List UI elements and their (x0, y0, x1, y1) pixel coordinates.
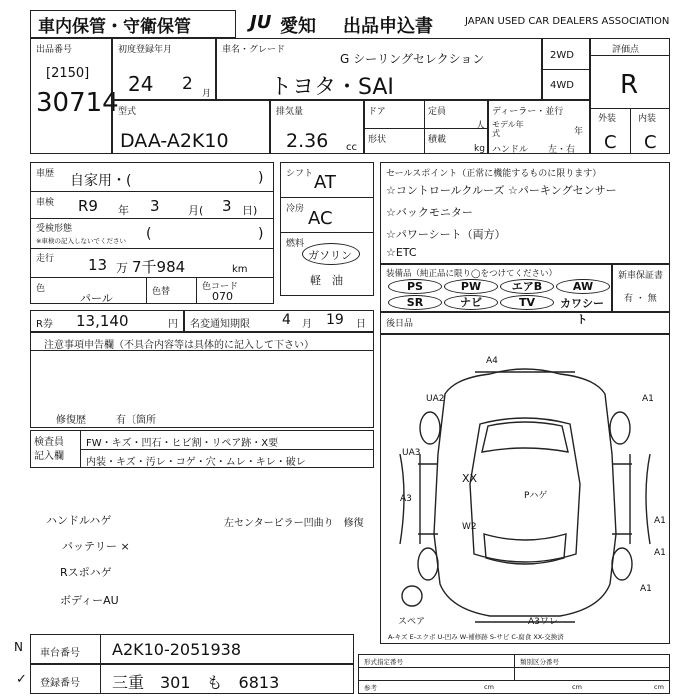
new-cert-options: 有 ・ 無 (624, 294, 657, 304)
interior-label: 内装 (638, 114, 657, 124)
cooler-label: 冷房 (286, 204, 305, 214)
divider (30, 277, 274, 278)
load-label: 積載 (428, 135, 447, 145)
repair-label: 修復歴 (56, 415, 86, 426)
inspection-month: 3 (150, 197, 160, 215)
divider (514, 654, 515, 680)
exterior-label: 外装 (598, 114, 617, 124)
divider (30, 218, 274, 219)
org-name: 愛知 (280, 16, 316, 37)
tax-day-unit: 日 (356, 319, 366, 330)
grade: G シーリングセレクション (340, 52, 485, 66)
divider (100, 664, 101, 694)
received-label: 受検形態 (36, 224, 73, 234)
later-label: 後日品 (386, 319, 414, 329)
door-label: ドア (368, 107, 386, 117)
interior-grade: C (644, 132, 657, 153)
divider (542, 69, 590, 70)
rating-value: R (620, 70, 639, 100)
mark-a3-bottom: A3ワレ (528, 617, 558, 627)
mark-phage: Pハゲ (524, 491, 548, 501)
inspection-label: 車検 (36, 198, 55, 208)
reg-month-unit: 月 (202, 89, 212, 99)
model-year-label: モデル年式 (492, 120, 524, 138)
model-value: DAA-A2K10 (120, 130, 229, 152)
divider (30, 191, 274, 192)
km-unit: km (232, 264, 248, 275)
page-title: 出品申込書 (343, 16, 433, 37)
mark-a4: A4 (486, 356, 498, 366)
later-box (380, 312, 670, 334)
mileage-man: 13 (88, 256, 108, 274)
sales-point-4: ☆ETC (386, 246, 417, 259)
divider (196, 277, 197, 304)
cooler-value: AC (308, 208, 333, 229)
divider (630, 108, 631, 154)
class-no-label: 類別区分番号 (520, 658, 559, 666)
equipment-label: 装備品（純正品に限り◯をつけてください） (386, 269, 558, 279)
sales-points-label: セールスポイント（正常に機能するものに限ります） (386, 169, 602, 179)
note-pillar: 左センターピラー凹曲り 修復 (224, 518, 364, 529)
divider (358, 680, 670, 681)
plate-label: 登録番号 (40, 678, 80, 689)
fuel-label: 燃料 (286, 239, 305, 249)
mileage-rest: 7千984 (132, 258, 186, 276)
divider (424, 100, 425, 154)
plate-value: 三重 301 も 6813 (112, 673, 280, 692)
mark-xx: XX (462, 472, 478, 485)
damage-legend: A-キズ E-エクボ U-凹み W-補修跡 S-サビ C-腐食 XX-交換済 (388, 633, 564, 641)
equipment-item: PW (444, 279, 498, 294)
yen-unit: 円 (168, 319, 178, 330)
divider (80, 449, 374, 450)
mark-a1-top: A1 (642, 394, 654, 404)
spare-label: スペア (398, 617, 426, 627)
car-name: トヨタ・SAI (270, 75, 394, 100)
capacity-label: 定員 (428, 107, 447, 117)
cm-unit-3: cm (654, 683, 664, 691)
note-battery: バッテリー × (62, 540, 130, 553)
tax-month-unit: 月 (302, 319, 312, 330)
mark-a1-right-low: A1 (654, 548, 666, 558)
divider (30, 350, 374, 351)
tax-month: 4 (282, 312, 291, 328)
storage-label: 車内保管・守衛保管 (38, 17, 191, 37)
divider (364, 128, 488, 129)
drive-4wd: 4WD (550, 80, 574, 91)
check-mark-2: ✓ (16, 672, 27, 687)
association-name: JAPAN USED CAR DEALERS ASSOCIATION (465, 16, 670, 27)
check-mark-1: N (14, 640, 23, 654)
exterior-grade: C (604, 132, 617, 153)
color-value: パール (80, 292, 113, 305)
cm-unit-2: cm (572, 683, 582, 691)
form-sales-label: 形式指定番号 (364, 658, 403, 666)
drive-2wd: 2WD (550, 50, 574, 61)
equipment-item: AW (556, 279, 610, 294)
received-close: ) (258, 226, 264, 242)
chassis-label: 車台番号 (40, 648, 80, 659)
chassis-value: A2K10-2051938 (112, 640, 242, 659)
inspection-era: R9 (78, 197, 98, 215)
received-value: ( (146, 226, 152, 242)
equipment-item: SR (388, 295, 442, 310)
divider (280, 197, 374, 198)
divider (280, 232, 374, 233)
lot-number-label: 出品番号 (36, 45, 73, 55)
mileage-label: 走行 (36, 254, 55, 264)
sales-point-2: ☆バックモニター (386, 206, 473, 219)
divider (146, 277, 147, 304)
mark-ua3: UA3 (402, 448, 421, 458)
divider (30, 248, 274, 249)
ju-logo: JU (250, 12, 272, 33)
r-ticket-label: R券 (36, 319, 53, 330)
model-year-unit: 年 (574, 127, 584, 137)
mark-w2: W2 (462, 522, 477, 532)
first-reg-label: 初度登録年月 (118, 45, 173, 55)
new-cert-label: 新車保証書 (618, 271, 664, 281)
model-label: 型式 (118, 107, 137, 117)
repair-value: 有〔箇所 (116, 415, 156, 426)
history-close: ) (258, 170, 264, 186)
note-body: ボディーAU (60, 594, 119, 607)
dealer-label: ディーラー・並行 (492, 107, 564, 117)
inspection-month-unit: 月( (188, 204, 204, 217)
rating-label: 評価点 (612, 45, 640, 55)
fuel-gas: ガソリン (308, 249, 352, 262)
notes-label: 注意事項申告欄（不具合内容等は具体的に記入して下さい） (44, 340, 314, 351)
sales-point-1: ☆コントロールクルーズ ☆パーキングセンサー (386, 184, 617, 197)
handle-label: ハンドル (492, 145, 529, 155)
equipment-item: カワシート (560, 297, 604, 326)
shift-value: AT (314, 172, 336, 193)
inspector-row-2: 内装・キズ・汚レ・コゲ・穴・ムレ・キレ・破レ (86, 457, 306, 468)
shift-label: シフト (286, 169, 314, 179)
history-value: 自家用・( (70, 173, 132, 189)
sales-point-3: ☆パワーシート（両方） (386, 228, 506, 241)
inspector-label: 検査員記入欄 (34, 437, 64, 462)
cc-unit: cc (346, 142, 357, 153)
mark-a3-left: A3 (400, 494, 412, 504)
shape-label: 形状 (368, 135, 387, 145)
handle-options: 左・右 (548, 145, 576, 155)
r-ticket-value: 13,140 (76, 312, 129, 330)
displacement-value: 2.36 (286, 130, 329, 152)
person-unit: 人 (476, 121, 486, 131)
lot-number: 30714 (36, 88, 119, 118)
color-change-label: 色替 (152, 287, 171, 297)
car-name-label: 車名・グレード (222, 45, 286, 55)
mark-a1-bottom-right: A1 (640, 584, 652, 594)
inspector-row-1: FW・キズ・凹石・ヒビ割・リペア跡・X要 (86, 438, 279, 449)
divider (590, 55, 670, 56)
displacement-label: 排気量 (276, 107, 304, 117)
tax-day: 19 (326, 312, 344, 328)
kg-unit: kg (474, 144, 485, 154)
mark-a1-right-mid: A1 (654, 516, 666, 526)
color-label: 色 (36, 284, 46, 294)
history-label: 車歴 (36, 169, 55, 179)
ref-label-1: 参考 (364, 684, 377, 692)
equipment-item: PS (388, 279, 442, 294)
tax-deadline-label: 名変通知期限 (190, 319, 250, 330)
color-code-value: 070 (212, 290, 233, 303)
lot-prefix: [2150] (46, 66, 90, 81)
received-note: ※車検の記入しないでください (36, 237, 126, 245)
note-rspoiler: Rスポハゲ (60, 566, 112, 579)
mileage-man-unit: 万 (116, 261, 129, 275)
equipment-item: ナビ (444, 295, 498, 310)
note-handle: ハンドルハゲ (46, 514, 112, 527)
fuel-light: 軽 油 (310, 274, 343, 287)
cm-unit-1: cm (484, 683, 494, 691)
mark-ua2: UA2 (426, 394, 445, 404)
divider (100, 634, 101, 664)
equipment-item: TV (500, 295, 554, 310)
inspection-year-unit: 年 (118, 204, 129, 217)
inspection-day-unit: 日) (242, 204, 258, 217)
reg-year: 24 (128, 72, 154, 96)
equipment-item: エアB (500, 279, 554, 294)
inspection-day: 3 (222, 197, 232, 215)
reg-month: 2 (182, 74, 193, 94)
color-code-label: 色コード (202, 282, 239, 292)
